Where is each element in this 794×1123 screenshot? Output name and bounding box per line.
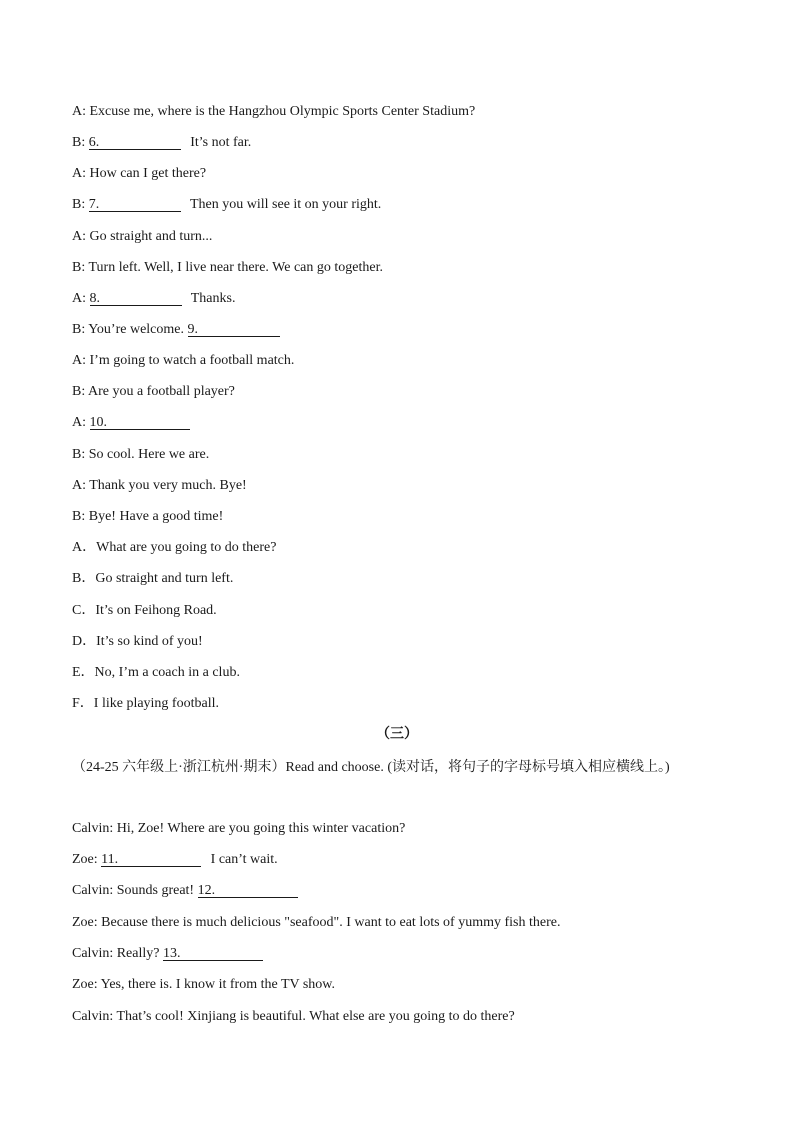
dialogue-text: Thanks. [187,291,236,306]
answer-blank[interactable] [188,321,280,337]
answer-blank[interactable] [101,851,201,867]
dialogue-line [72,945,269,963]
speaker-label: Calvin: Really? [72,946,163,961]
dialogue-line: A: I’m going to watch a football match. [72,353,295,368]
option-c: C．It’s on Feihong Road. [72,603,217,618]
option-e: E．No, I’m a coach in a club. [72,665,240,680]
speaker-label: A: [72,291,90,306]
dialogue-line: B: Turn left. Well, I live near there. We can go together. [72,260,383,275]
answer-blank[interactable] [198,882,298,898]
speaker-label: Zoe: [72,852,102,867]
dialogue-line: Calvin: Hi, Zoe! Where are you going this winter vacation? [72,821,406,836]
dialogue-line: B: Bye! Have a good time! [72,509,224,524]
dialogue-text: It’s not far. [186,135,252,150]
dialogue-line: Zoe: Yes, there is. I know it from the TV show. [72,977,335,992]
dialogue-line: A: Excuse me, where is the Hangzhou Olympic Sports Center Stadium? [72,104,476,119]
dialogue-text: Then you will see it on your right. [186,197,382,212]
speaker-label: A: [72,415,90,430]
blank-number: 9. [187,322,198,337]
speaker-label: B: [72,135,89,150]
option-f: F．I like playing football. [72,696,219,711]
blank-number: 8. [89,291,100,306]
dialogue-line: B: So cool. Here we are. [72,447,210,462]
answer-blank[interactable] [90,290,182,306]
answer-blank[interactable] [89,196,181,212]
dialogue-line: B: Are you a football player? [72,384,235,399]
blank-number: 13. [162,946,181,961]
blank-number: 12. [197,883,216,898]
dialogue-line [72,882,304,900]
answer-blank[interactable] [163,945,263,961]
dialogue-line [72,134,251,152]
speaker-label: B: [72,197,89,212]
section-heading: （三） [376,727,418,742]
dialogue-line: Zoe: Because there is much delicious "seafood". I want to eat lots of yummy fish there. [72,915,561,930]
blank-number: 11. [101,852,119,867]
dialogue-line [72,196,381,214]
dialogue-line [72,321,286,339]
dialogue-line [72,851,278,869]
dialogue-text: I can’t wait. [207,852,278,867]
blank-number: 7. [88,197,100,212]
dialogue-line: A: Thank you very much. Bye! [72,478,247,493]
speaker-label: Calvin: Sounds great! [72,883,198,898]
blank-number: 6. [88,135,100,150]
dialogue-line: Calvin: That’s cool! Xinjiang is beautiful. What else are you going to do there? [72,1009,515,1024]
option-a: A．What are you going to do there? [72,540,277,555]
speaker-label: B: You’re welcome. [72,322,188,337]
section-instructions: （24-25 六年级上·浙江杭州·期末）Read and choose. (读对话，将句子的字母标号填入相应横线上。) [72,760,670,775]
dialogue-line: A: Go straight and turn... [72,229,213,244]
option-b: B．Go straight and turn left. [72,571,234,586]
answer-blank[interactable] [89,134,181,150]
answer-blank[interactable] [90,414,190,430]
dialogue-line: A: How can I get there? [72,166,207,181]
dialogue-line [72,414,196,432]
blank-number: 10. [89,415,107,430]
option-d: D．It’s so kind of you! [72,634,203,649]
dialogue-line [72,290,235,308]
